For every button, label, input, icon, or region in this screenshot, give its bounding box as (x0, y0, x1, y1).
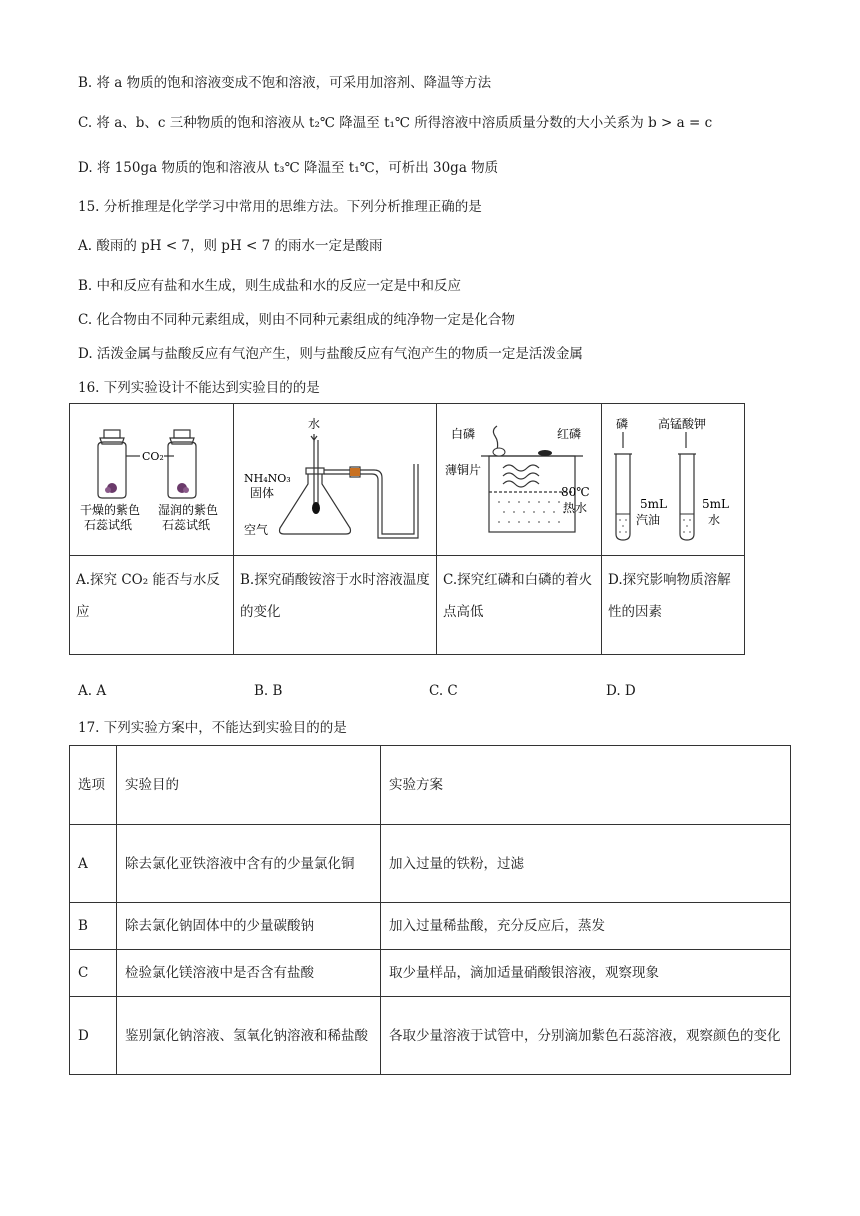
table-row (70, 950, 791, 997)
co2-label: CO₂ (142, 450, 164, 463)
table-row (70, 903, 791, 950)
kmno4-label: 高锰酸钾 (658, 417, 707, 431)
solid-label: 固体 (250, 486, 275, 500)
air-label: 空气 (244, 523, 269, 537)
table-header-row (70, 746, 791, 825)
white-phosphorus-label: 白磷 (451, 427, 476, 441)
phosphorus-label: 磷 (616, 417, 629, 431)
row-b-option: B (70, 903, 117, 950)
row-a-goal: 除去氯化亚铁溶液中含有的少量氯化铜 (117, 825, 381, 903)
red-phosphorus-label: 红磷 (557, 427, 582, 441)
q14-option-d: D. 将 150ga 物质的饱和溶液从 t₃℃ 降温至 t₁℃，可析出 30ga 物质 (78, 160, 499, 176)
caption-d: D.探究影响物质溶解性的因素 (602, 556, 745, 655)
choice-d[interactable]: D. D (606, 683, 636, 699)
q17-table (69, 745, 791, 1075)
figure-c (437, 404, 602, 556)
header-option: 选项 (70, 746, 117, 825)
gasoline-label: 汽油 (636, 513, 661, 527)
copper-sheet-label: 薄铜片 (445, 463, 482, 477)
dry-paper-label-2: 石蕊试纸 (84, 518, 133, 532)
figure-d (602, 404, 745, 556)
header-plan: 实验方案 (381, 746, 791, 825)
q15-option-c: C. 化合物由不同种元素组成，则由不同种元素组成的纯净物一定是化合物 (78, 312, 515, 328)
q14-option-c: C. 将 a、b、c 三种物质的饱和溶液从 t₂℃ 降温至 t₁℃ 所得溶液中溶质质量分数的大小关系为 b > a = c (78, 115, 713, 131)
q15-option-b: B. 中和反应有盐和水生成，则生成盐和水的反应一定是中和反应 (78, 278, 462, 294)
row-c-plan: 取少量样品，滴加适量硝酸银溶液，观察现象 (381, 950, 791, 997)
choice-c[interactable]: C. C (429, 683, 458, 699)
row-d-plan: 各取少量溶液于试管中，分别滴加紫色石蕊溶液，观察颜色的变化 (381, 997, 791, 1075)
dry-paper-label: 干燥的紫色 (80, 503, 141, 517)
row-a-plan: 加入过量的铁粉，过滤 (381, 825, 791, 903)
q16-choices (78, 683, 778, 703)
q17-stem: 17. 下列实验方案中，不能达到实验目的的是 (78, 720, 347, 736)
row-c-goal: 检验氯化镁溶液中是否含有盐酸 (117, 950, 381, 997)
caption-b: B.探究硝酸铵溶于水时溶液温度的变化 (234, 556, 437, 655)
row-b-plan: 加入过量稀盐酸，充分反应后，蒸发 (381, 903, 791, 950)
choice-a[interactable]: A. A (78, 683, 107, 699)
choice-b[interactable]: B. B (254, 683, 283, 699)
row-b-goal: 除去氯化钠固体中的少量碳酸钠 (117, 903, 381, 950)
q15-stem: 15. 分析推理是化学学习中常用的思维方法。下列分析推理正确的是 (78, 199, 482, 215)
figure-b (234, 404, 437, 556)
row-d-option: D (70, 997, 117, 1075)
wet-paper-label-2: 石蕊试纸 (162, 518, 211, 532)
row-c-option: C (70, 950, 117, 997)
caption-c: C.探究红磷和白磷的着火点高低 (437, 556, 602, 655)
wet-paper-label: 湿润的紫色 (158, 503, 219, 517)
volume-label-1: 5mL (640, 497, 667, 511)
row-d-goal: 鉴别氯化钠溶液、氢氧化钠溶液和稀盐酸 (117, 997, 381, 1075)
temp-label: 80℃ (561, 485, 590, 499)
q14-option-b: B. 将 a 物质的饱和溶液变成不饱和溶液，可采用加溶剂、降温等方法 (78, 75, 492, 91)
water-label-d: 水 (708, 513, 721, 527)
nh4no3-label: NH₄NO₃ (244, 472, 291, 485)
figure-a (70, 404, 234, 556)
water-label: 水 (308, 417, 321, 431)
volume-label-2: 5mL (702, 497, 729, 511)
header-goal: 实验目的 (117, 746, 381, 825)
table-row (70, 825, 791, 903)
q15-option-a: A. 酸雨的 pH < 7，则 pH < 7 的雨水一定是酸雨 (78, 238, 383, 254)
q16-stem: 16. 下列实验设计不能达到实验目的的是 (78, 380, 320, 396)
table-row (70, 997, 791, 1075)
q16-experiment-table (69, 403, 745, 655)
caption-a: A.探究 CO₂ 能否与水反应 (70, 556, 234, 655)
row-a-option: A (70, 825, 117, 903)
hot-water-label: 热水 (563, 501, 588, 515)
q15-option-d: D. 活泼金属与盐酸反应有气泡产生，则与盐酸反应有气泡产生的物质一定是活泼金属 (78, 346, 583, 362)
